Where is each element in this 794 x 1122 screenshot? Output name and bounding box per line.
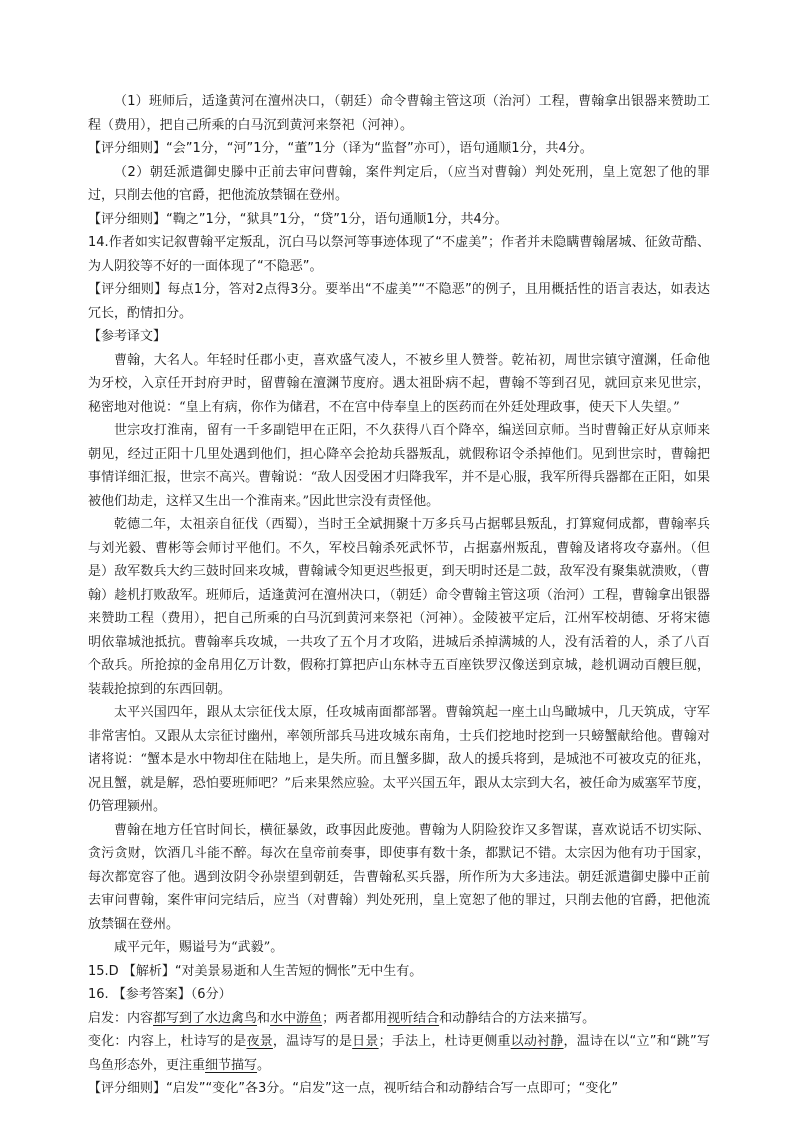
q13-answer-1: （1）班师后，适逢黄河在澶州决口，（朝廷）命令曹翰主管这项（治河）工程，曹翰拿出银器来赞助工程（费用），把自己所乘的白马沉到黄河来祭祀（河神）。: [88, 94, 710, 133]
underlined-keyword: 夜景: [246, 1034, 273, 1049]
underlined-keyword: 日景: [352, 1034, 379, 1049]
q16-heading: 16. 【参考答案】（6分）: [88, 987, 232, 1002]
answer-document: [88, 90, 710, 1101]
translation-paragraph: 咸平元年，赐谥号为“武毅”。: [114, 940, 284, 955]
q13-scoring-2: 【评分细则】“鞫之”1分，“狱具”1分，“贷”1分，语句通顺1分，共4分。: [88, 211, 508, 227]
q16-bianhua: [88, 1030, 710, 1077]
q16-scoring: 【评分细则】“启发”“变化”各3分。“启发”这一点，视听结合和动静结合写一点即可；“变化”: [88, 1081, 619, 1096]
text: 和动静结合的方法来描写。: [439, 1010, 596, 1026]
underlined-keyword: 以动衬静: [510, 1034, 564, 1049]
underlined-keyword: 细节描写: [205, 1057, 258, 1073]
underlined-keyword: 都写到了水边禽鸟: [153, 1010, 258, 1026]
underlined-keyword: 视听结合: [387, 1010, 440, 1026]
underlined-keyword: 水中游鱼: [270, 1010, 323, 1026]
translation-paragraph: 世宗攻打淮南，留有一千多副铠甲在正阳，不久获得八百个降卒，编送回京师。当时曹翰正好从京师来朝见，经过正阳十几里处遇到他们，担心降卒会抢劫兵器叛乱，就假称诏令杀掉他们。见到世宗时，曹翰把事情详细汇报，世宗不高兴。曹翰说：“敌人因受困才归降我军，并不是心服，我军所得兵器都在正阳，如果被他们劫走，这样又生出一个淮南来。”因此世宗没有责怪他。: [88, 423, 710, 509]
q15-answer: 15.D 【解析】“对美景易逝和人生苦短的惆怅”无中生有。: [88, 963, 423, 979]
text: ；两者都用: [322, 1010, 388, 1026]
text: ；手法上，杜诗更侧重: [378, 1034, 511, 1049]
q14-scoring: 【评分细则】每点1分，答对2点得3分。要举出“不虚美”“不隐恶”的例子，且用概括性的语言表达，如表达冗长，酌情扣分。: [88, 282, 710, 321]
text: 启发：内容: [88, 1010, 154, 1026]
translation-paragraph: 曹翰，大名人。年轻时任郡小吏，喜欢盛气凌人，不被乡里人赞誉。乾祐初，周世宗镇守澶渊，任命他为牙校，入京任开封府尹时，留曹翰在澶渊节度府。遇太祖卧病不起，曹翰不等到召见，就回京来见世宗，秘密地对他说：“皇上有病，你作为储君，不在宫中侍奉皇上的医药而在外廷处理政事，使天下人失望。”: [88, 352, 710, 415]
text: 。: [257, 1057, 271, 1073]
text: 变化：内容上，杜诗写的是: [88, 1034, 247, 1049]
text: 和: [257, 1010, 271, 1026]
q13-answer-2: （2）朝廷派遣御史滕中正前去审问曹翰，案件判定后，（应当对曹翰）判处死刑，皇上宽恕了他的罪过，只削去他的官爵，把他流放禁锢在登州。: [88, 164, 710, 203]
text: ，温诗在以“立”和“跳”写鸟鱼形态外，更注重: [88, 1034, 710, 1073]
translation-paragraph: 太平兴国四年，跟从太宗征伐太原，任攻城南面都部署。曹翰筑起一座土山鸟瞰城中，几天筑成，守军非常害怕。又跟从太宗征讨幽州，率领所部兵马进攻城东南角，士兵们挖地时挖到一只螃蟹献给他。曹翰对诸将说：“蟹本是水中物却住在陆地上，是失所。而且蟹多脚，敌人的援兵将到，是城池不可被攻克的征兆，况且蟹，就是解，恐怕要班师吧？”后来果然应验。太平兴国五年，跟从太宗到大名，被任命为威塞军节度，仍管理颍州。: [88, 705, 710, 814]
translation-paragraph: 乾德二年，太祖亲自征伐（西蜀），当时王全斌拥聚十万多兵马占据郫县叛乱，打算窥伺成都，曹翰率兵与刘光毅、曹彬等会师讨平他们。不久，军校吕翰杀死武怀节，占据嘉州叛乱，曹翰及诸将攻夺嘉州。（但是）敌军数兵大约三鼓时回来攻城，曹翰诫令知更迟些报更，到天明时还是二鼓，敌军没有聚集就溃败，（曹翰）趁机打败敌军。班师后，适逢黄河在澶州决口，（朝廷）命令曹翰主管这项（治河）工程，曹翰拿出银器来赞助工程（费用），把自己所乘的白马沉到黄河来祭祀（河神）。金陵被平定后，江州军校胡德、牙将宋德明依靠城池抵抗。曹翰率兵攻城，一共攻了五个月才攻陷，进城后杀掉满城的人，没有活着的人，杀了八百个敌兵。所抢掠的金帛用亿万计数，假称打算把庐山东林寺五百座铁罗汉像送到京城，趁机调动百艘巨舰，装载抢掠到的东西回朝。: [88, 517, 710, 697]
translation-paragraph: 曹翰在地方任官时间长，横征暴敛，政事因此废弛。曹翰为人阴险狡诈又多智谋，喜欢说话不切实际、贪污贪财，饮酒几斗能不醉。每次在皇帝前奏事，即使事有数十条，都默记不错。太宗因为他有功于国家，每次都宽容了他。遇到汝阴令孙崇望到朝廷，告曹翰私买兵器，所作所为大多违法。朝廷派遣御史滕中正前去审问曹翰，案件审问完结后，应当（对曹翰）判处死刑，皇上宽恕了他的罪过，只削去他的官爵，把他流放禁锢在登州。: [88, 822, 710, 932]
translation-heading: 【参考译文】: [88, 329, 167, 344]
q14-answer: 14.作者如实记叙曹翰平定叛乱，沉白马以祭河等事迹体现了“不虚美”；作者并未隐瞒曹翰屠城、征敛苛酷、为人阴狡等不好的一面体现了“不隐恶”。: [88, 235, 710, 274]
q13-scoring-1: 【评分细则】“会”1分，“河”1分，“董”1分（译为“监督”亦可），语句通顺1分，共4分。: [88, 141, 593, 156]
q16-qifa: [88, 1007, 710, 1031]
text: ，温诗写的是: [272, 1034, 353, 1049]
